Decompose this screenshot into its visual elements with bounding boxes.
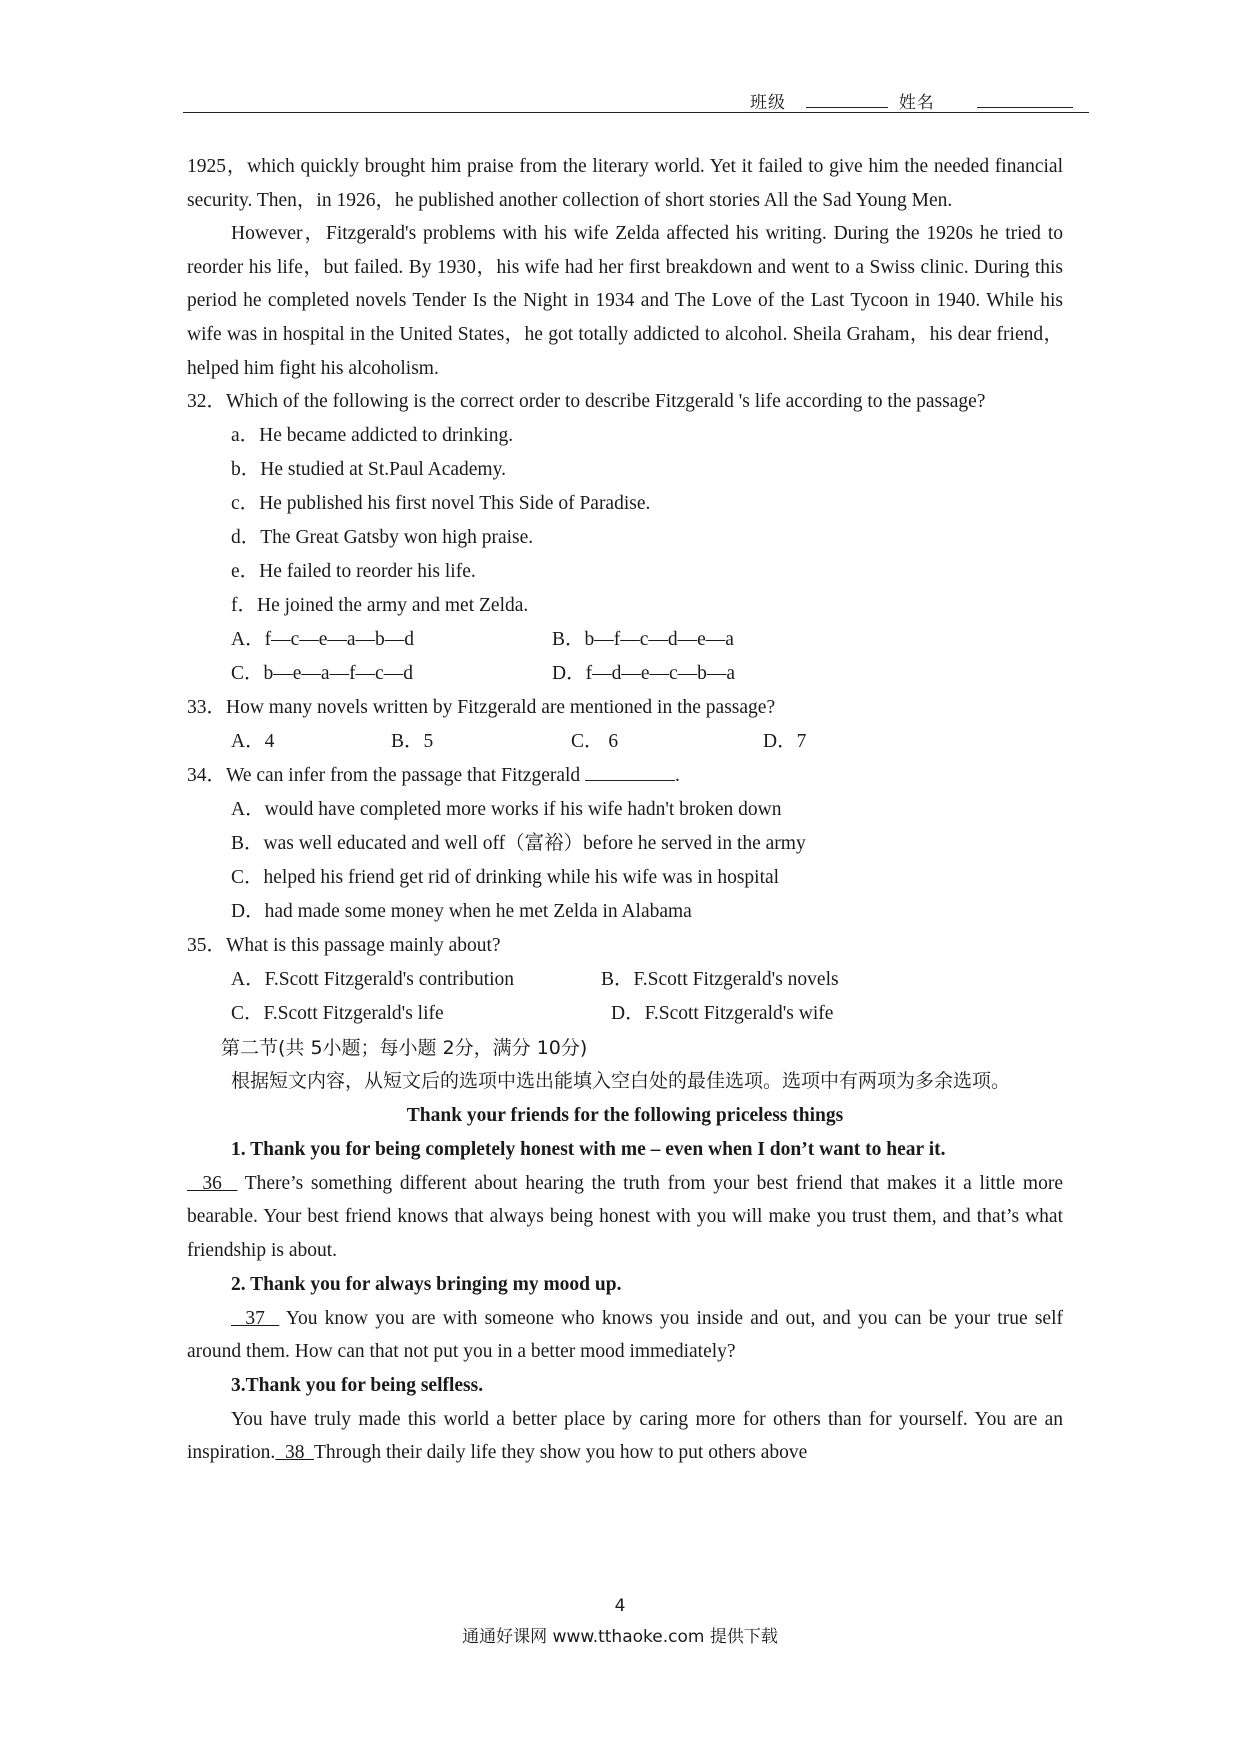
q35-option-a: A．F.Scott Fitzgerald's contribution [231, 969, 515, 991]
download-source: 通通好课网 www.tthaoke.com 提供下载 [462, 1627, 778, 1647]
blank-37: 37 [231, 1307, 280, 1329]
class-label: 班级 [750, 93, 786, 113]
article-paragraph-2-text: You know you are with someone who knows you inside and out, and you can be your true self around them. How can that not put you in a better mood immediately? [187, 1307, 1063, 1363]
q32-option-d: D．f—d—e—c—b—a [552, 663, 736, 685]
q34-option-b: B．was well educated and well off（富裕）before he served in the army [231, 833, 806, 855]
q32-option-c: C．b—e—a—f—c—d [231, 663, 413, 685]
question-32-stem: 32．Which of the following is the correct order to describe Fitzgerald 's life according to the passage? [187, 391, 986, 413]
q32-event-d: d．The Great Gatsby won high praise. [231, 527, 534, 549]
q34-answer-blank [585, 765, 675, 781]
page-number: 4 [614, 1596, 626, 1616]
q33-option-a: A．4 [231, 731, 275, 753]
blank-38: 38 [275, 1442, 314, 1464]
name-label: 姓名 [898, 93, 935, 113]
q32-event-a: a．He became addicted to drinking. [231, 425, 514, 447]
blank-36: 36 [187, 1172, 238, 1194]
q32-option-a: A．f—c—e—a—b—d [231, 629, 415, 651]
q34-option-c: C．helped his friend get rid of drinking while his wife was in hospital [231, 867, 780, 889]
q32-option-b: B．b—f—c—d—e—a [552, 629, 734, 651]
page-header [750, 88, 1073, 113]
q35-option-c: C．F.Scott Fitzgerald's life [231, 1003, 444, 1025]
q32-options-row-2 [187, 657, 1063, 691]
question-33-stem: 33．How many novels written by Fitzgerald are mentioned in the passage? [187, 697, 776, 719]
q33-options-row [187, 725, 1063, 759]
q35-option-d: D．F.Scott Fitzgerald's wife [611, 1003, 834, 1025]
q33-option-d: D．7 [763, 731, 807, 753]
page-content [187, 150, 1063, 1470]
q33-option-c: C． 6 [571, 731, 619, 753]
article-heading-3: 3.Thank you for being selfless. [231, 1374, 484, 1396]
header-rule [183, 112, 1089, 113]
question-35-stem: 35．What is this passage mainly about? [187, 935, 501, 957]
q32-event-f: f．He joined the army and met Zelda. [231, 595, 529, 617]
q35-options-row-2 [187, 997, 1063, 1031]
article-title: Thank your friends for the following priceless things [406, 1104, 844, 1126]
q35-option-b: B．F.Scott Fitzgerald's novels [601, 969, 839, 991]
q34-stem-text: 34．We can infer from the passage that Fitzgerald [187, 765, 581, 787]
article-paragraph-1 [187, 1167, 1063, 1268]
q32-options-row-1 [187, 623, 1063, 657]
q32-event-c: c．He published his first novel This Side of Paradise. [231, 493, 651, 515]
q32-event-e: e．He failed to reorder his life. [231, 561, 476, 583]
article-heading-2: 2. Thank you for always bringing my mood up. [231, 1273, 622, 1295]
article-paragraph-2 [187, 1302, 1063, 1369]
article-paragraph-3 [187, 1403, 1063, 1470]
passage-paragraph-1: 1925，which quickly brought him praise from the literary world. Yet it failed to give him the needed financial security. Then，in 1926，he published another collection of short stories All the Sad Young Men. [187, 156, 1063, 211]
q34-option-d: D．had made some money when he met Zelda in Alabama [231, 901, 692, 923]
q34-stem-end: . [675, 765, 680, 787]
passage-paragraph-2: However，Fitzgerald's problems with his wife Zelda affected his writing. During the 1920s he tried to reorder his life，but failed. By 1930，his wife had her first breakdown and went to a Swiss clinic. During this period he completed novels Tender Is the Night in 1934 and The Love of the Last Tycoon in 1940. While his wife was in hospital in the United States，he got totally addicted to alcohol. Sheila Graham，his dear friend，helped him fight his alcoholism. [187, 223, 1063, 379]
article-paragraph-3-end: Through their daily life they show you how to put others above [313, 1442, 808, 1464]
q33-option-b: B．5 [391, 731, 434, 753]
q35-options-row-1 [187, 963, 1063, 997]
name-blank [977, 93, 1073, 108]
q34-option-a: A．would have completed more works if his wife hadn't broken down [231, 799, 782, 821]
article-paragraph-1-text: There’s something different about hearing the truth from your best friend that makes it a little more bearable. Your best friend knows that always being honest with you will make you trust them, and that’s what friendship is about. [187, 1172, 1063, 1261]
section-2-heading: 第二节(共 5小题；每小题 2分，满分 10分) [221, 1037, 588, 1060]
article-heading-1: 1. Thank you for being completely honest with me – even when I don’t want to hear it. [231, 1138, 946, 1160]
class-blank [806, 93, 888, 108]
article-paragraph-3-text: You have truly made this world a better place by caring more for others than for yourself. You are an inspiration. [187, 1408, 1063, 1464]
question-34-stem [187, 759, 1063, 793]
q32-event-b: b．He studied at St.Paul Academy. [231, 459, 506, 481]
section-2-instruction: 根据短文内容，从短文后的选项中选出能填入空白处的最佳选项。选项中有两项为多余选项。 [231, 1070, 1011, 1093]
